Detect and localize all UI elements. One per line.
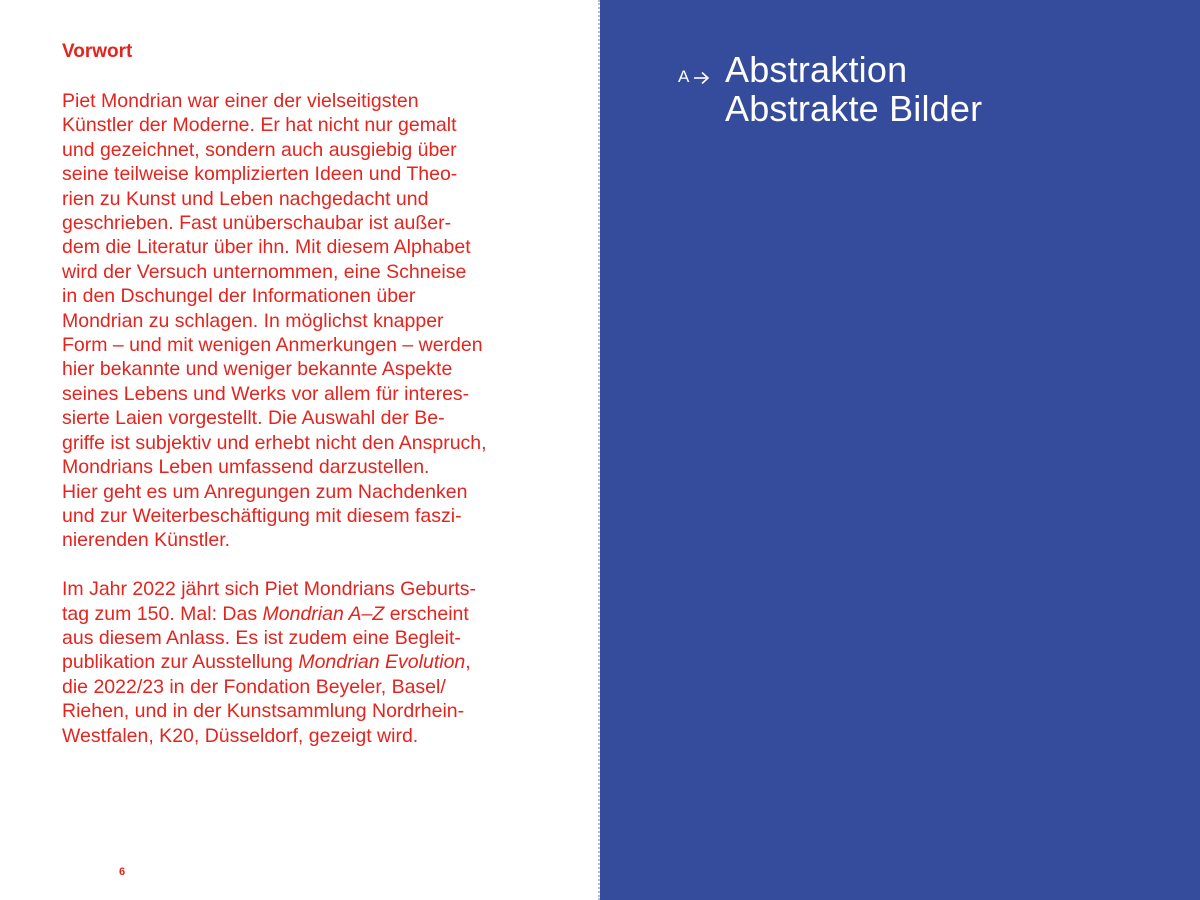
entry-list (725, 50, 982, 128)
text-run: publikation zur Ausstellung (62, 651, 299, 674)
text-run: tag zum 150. Mal: Das (62, 602, 263, 625)
text-line (62, 650, 557, 674)
text-line: Hier geht es um Anregungen zum Nachdenken (62, 480, 468, 503)
text-line: Form – und mit wenigen Anmerkungen – werden (62, 334, 483, 357)
entry-title: Abstraktion (725, 49, 908, 90)
text-run: erscheint (384, 602, 469, 625)
book-title: Mondrian A–Z (262, 602, 385, 625)
text-line: griffe ist subjektiv und erhebt nicht den Anspruch, (62, 431, 487, 454)
arrow-right-icon (693, 70, 710, 84)
text-line: Riehen, und in der Kunstsammlung Nordrhein- (62, 700, 465, 723)
text-line: nierenden Künstler. (62, 529, 231, 552)
right-page (600, 0, 1200, 900)
text-run: , (465, 651, 471, 674)
paragraph-1 (62, 89, 557, 553)
text-line: seines Lebens und Werks vor allem für interes- (62, 382, 470, 405)
page-number: 6 (119, 866, 126, 878)
text-line: sierte Laien vorgestellt. Die Auswahl der Be- (62, 407, 445, 430)
text-line: hier bekannte und weniger bekannte Aspekte (62, 358, 453, 381)
text-line: Künstler der Moderne. Er hat nicht nur gemalt (62, 114, 457, 137)
text-line: Mondrian zu schlagen. In möglichst knapper (62, 309, 444, 332)
text-line: und gezeichnet, sondern auch ausgiebig über (62, 138, 457, 161)
text-line: Im Jahr 2022 jährt sich Piet Mondrians Geburts- (62, 578, 477, 601)
text-line: in den Dschungel der Informationen über (62, 285, 416, 308)
exhibition-title: Mondrian Evolution (298, 651, 466, 674)
chapter-letter: A (678, 67, 690, 86)
text-line: und zur Weiterbeschäftigung mit diesem faszi- (62, 504, 462, 527)
text-line: aus diesem Anlass. Es ist zudem eine Begleit- (62, 626, 461, 649)
body-text (62, 89, 557, 748)
entry-title: Abstrakte Bilder (725, 88, 983, 129)
text-line: wird der Versuch unternommen, eine Schneise (62, 260, 467, 283)
text-line: Westfalen, K20, Düsseldorf, gezeigt wird. (62, 724, 419, 747)
paragraph-2 (62, 577, 557, 748)
text-line: seine teilweise komplizierten Ideen und Theo- (62, 163, 458, 186)
text-line: Piet Mondrian war einer der vielseitigsten (62, 90, 419, 112)
text-line: dem die Literatur über ihn. Mit diesem Alphabet (62, 236, 471, 259)
text-line: Mondrians Leben umfassend darzustellen. (62, 456, 430, 479)
paragraph-spacer (62, 553, 557, 577)
letter-marker (678, 67, 710, 87)
text-line (62, 602, 557, 626)
text-line: die 2022/23 in der Fondation Beyeler, Basel/ (62, 675, 446, 698)
text-line: rien zu Kunst und Leben nachgedacht und (62, 187, 429, 210)
section-title: Vorwort (62, 41, 133, 62)
text-line: geschrieben. Fast unüberschaubar ist außer- (62, 212, 452, 235)
